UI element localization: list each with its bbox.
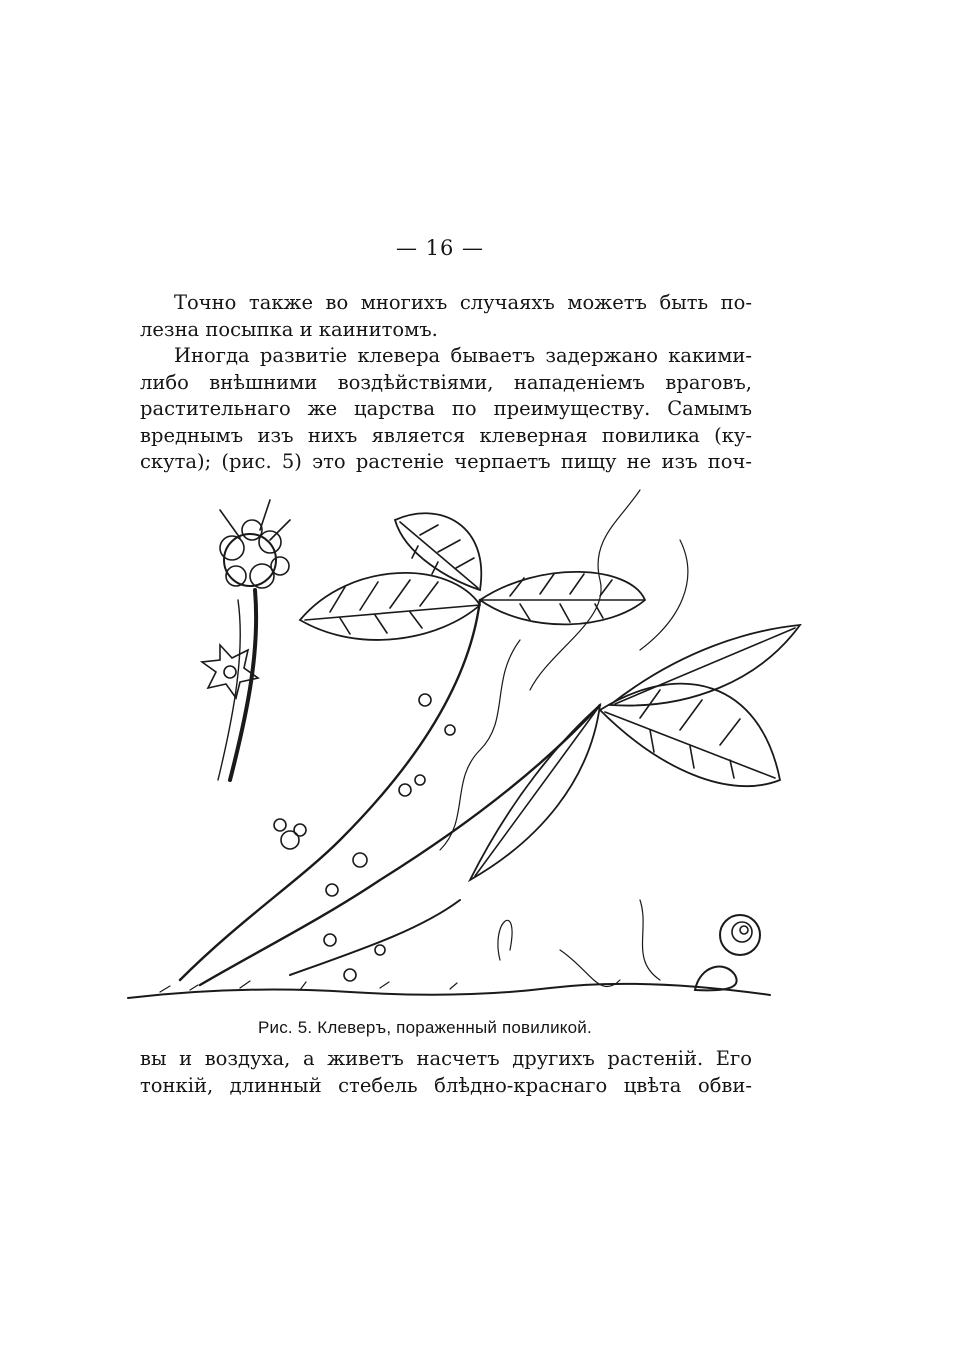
dodder-thread [440, 640, 520, 850]
clover-dodder-illustration [120, 480, 810, 1010]
text-line: лезна посыпка и каинитомъ. [140, 317, 438, 341]
clover-stem [290, 900, 460, 975]
ground-line [128, 984, 770, 998]
snail-shell [720, 915, 760, 955]
text-line: вреднымъ изъ нихъ является клеверная повилика (ку- [140, 423, 752, 447]
text-line: Иногда развитіе клевера бываетъ задержано какими- [174, 344, 752, 367]
dodder-cluster [274, 694, 455, 981]
clover-leaf [480, 572, 645, 625]
page-number: — 16 — [395, 236, 485, 260]
bottom-text [140, 1046, 752, 1099]
dodder-thread [560, 950, 620, 987]
dodder-thread [640, 900, 660, 980]
clover-leaf [300, 573, 480, 640]
dodder-thread [498, 920, 512, 960]
text-line: скута); (рис. 5) это растеніе черпаетъ пищу не изъ поч- [140, 450, 752, 473]
clover-leaf [610, 625, 800, 706]
dodder-thread [640, 540, 688, 650]
text-line: тонкій, длинный стебель блѣдно-краснаго цвѣта обви- [140, 1073, 752, 1097]
clover-leaf [395, 513, 481, 590]
text-line: либо внѣшними воздѣйствіями, нападеніемъ враговъ, [140, 370, 752, 394]
clover-leaf [470, 705, 600, 880]
dodder-thread [530, 490, 640, 690]
top-text [140, 290, 752, 476]
text-line: растительнаго же царства по преимуществу. Самымъ [140, 397, 752, 420]
clover-stem [200, 705, 600, 985]
figure-caption: Рис. 5. Клеверъ, пораженный повиликой. [258, 1018, 592, 1037]
dodder-flower-stem [218, 500, 290, 780]
text-line: вы и воздуха, а живетъ насчетъ другихъ растеній. Его [140, 1047, 752, 1070]
text-line: Точно также во многихъ случаяхъ можетъ быть по- [174, 291, 752, 314]
clover-stem [180, 600, 480, 980]
